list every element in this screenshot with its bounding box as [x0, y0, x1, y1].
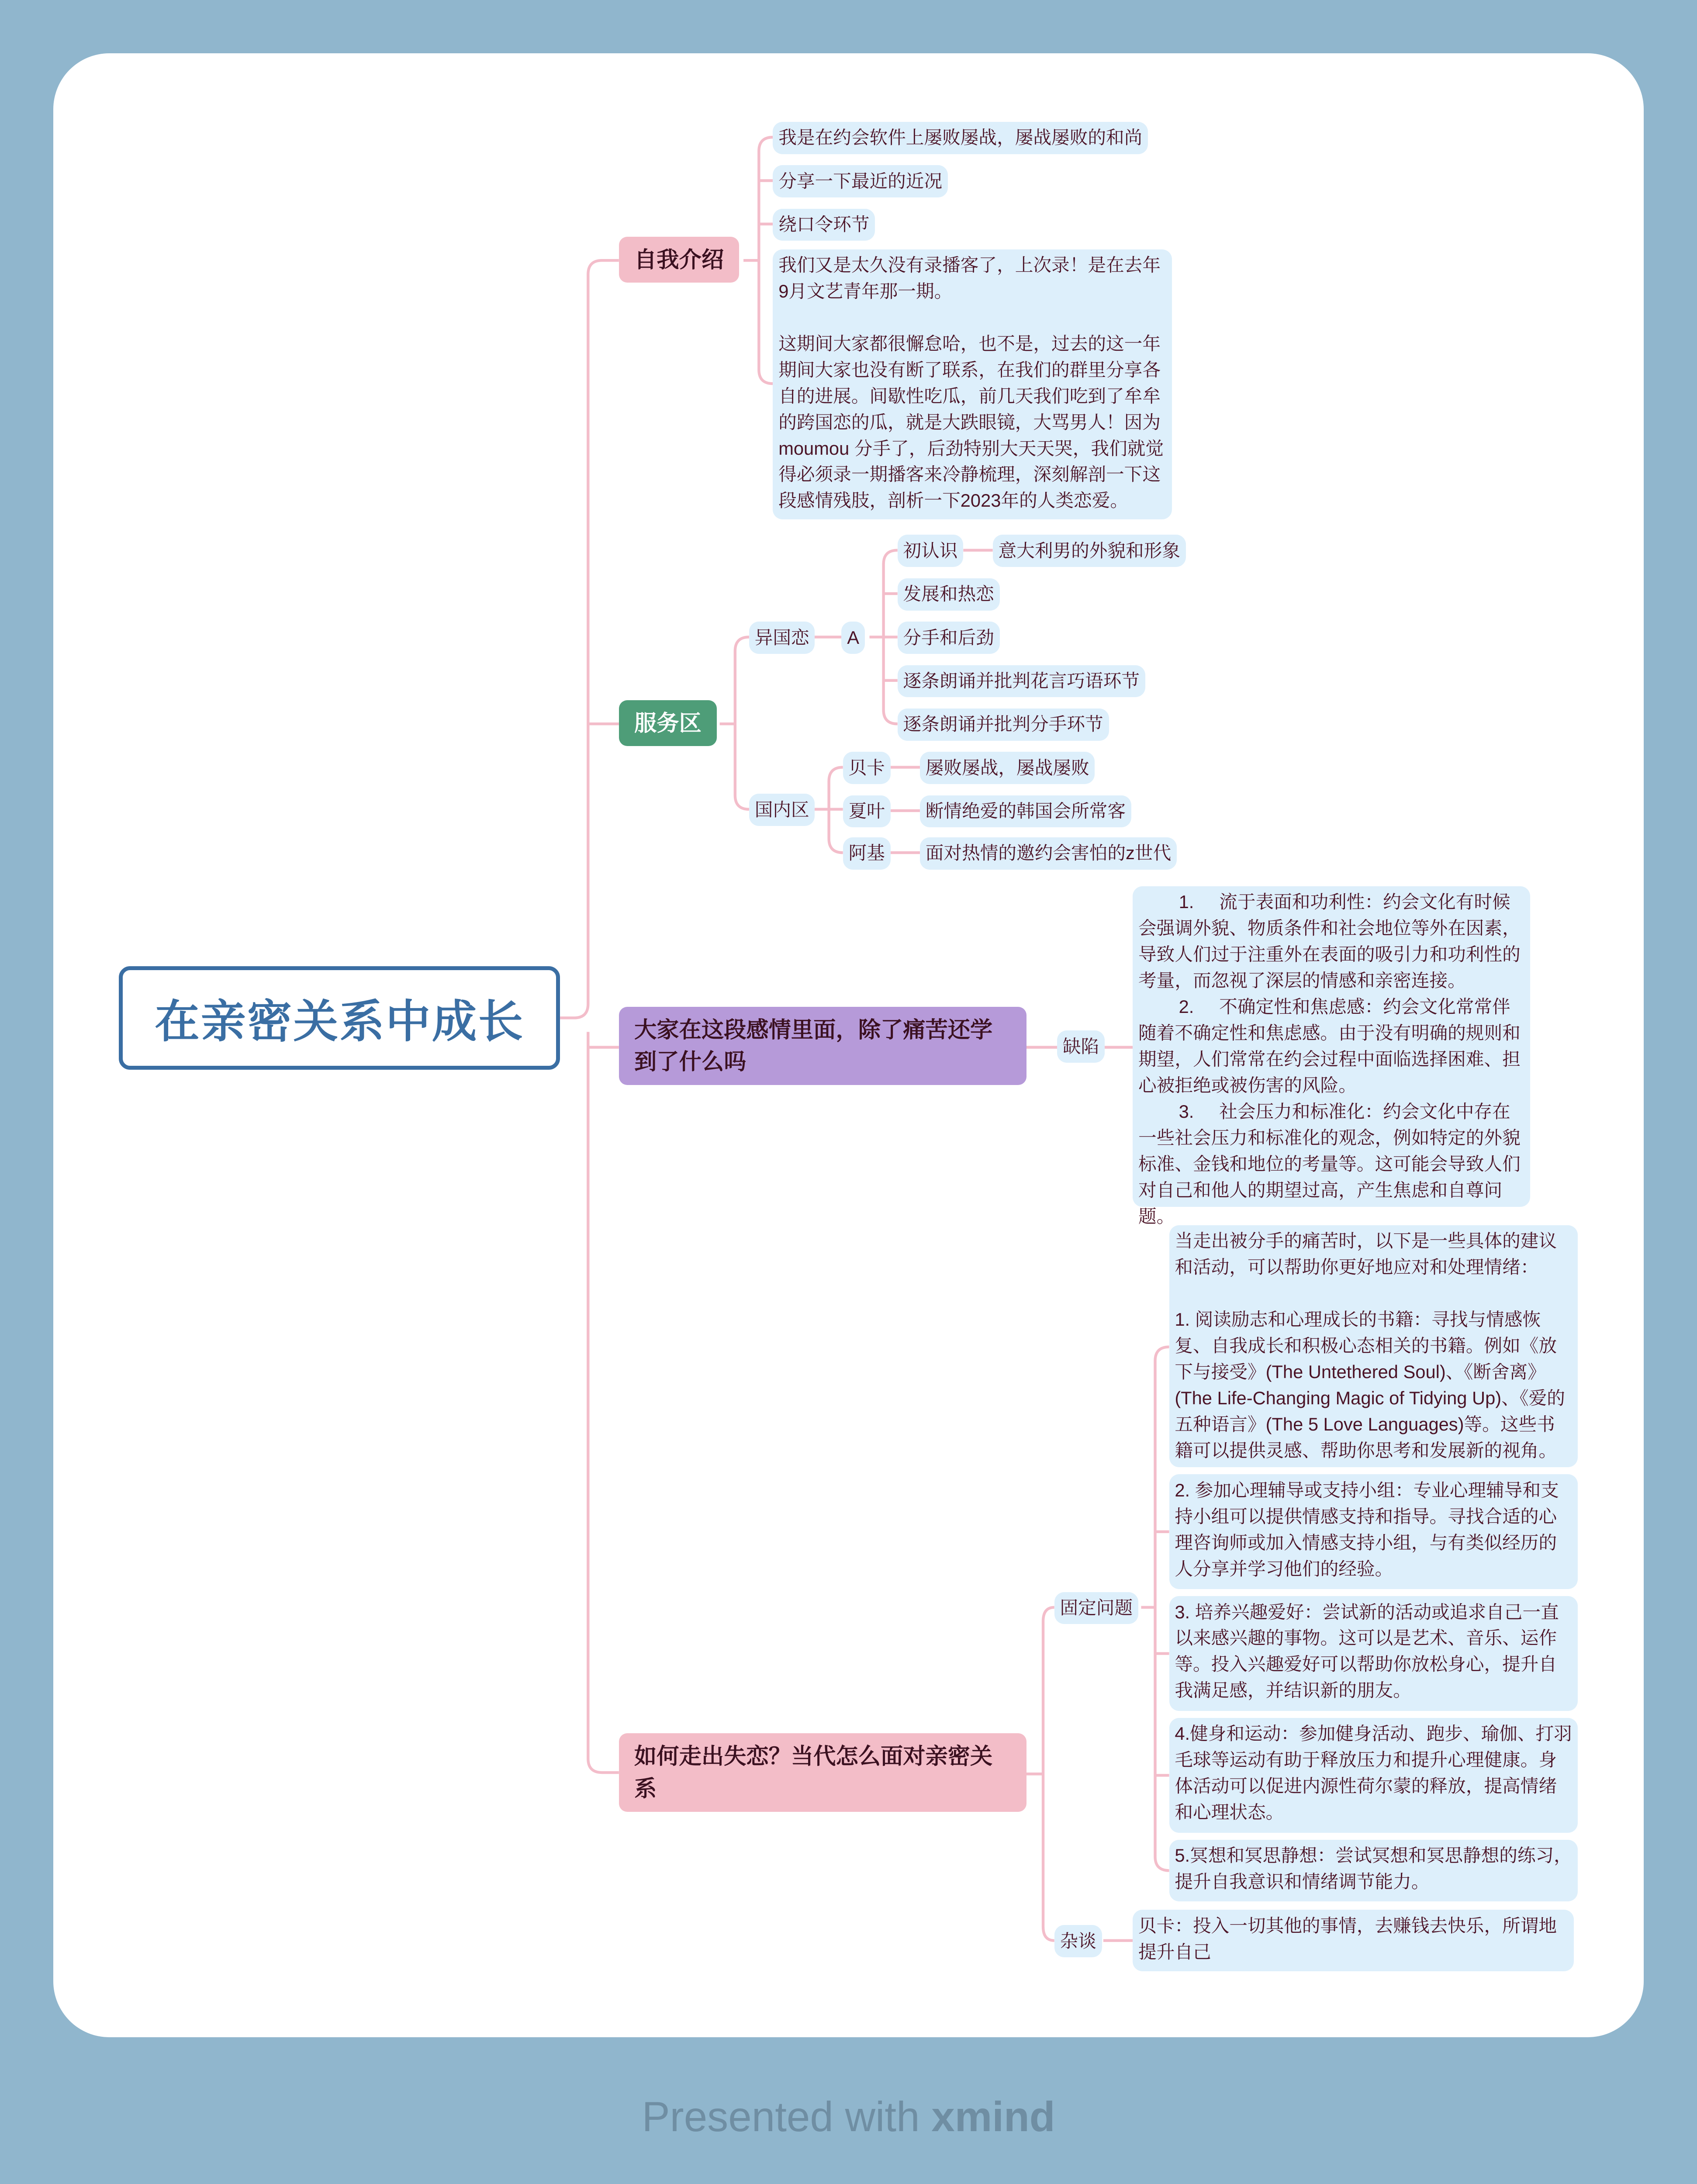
a-item[interactable]: 逐条朗诵并批判分手环节 — [898, 708, 1109, 741]
fixed-item[interactable]: 当走出被分手的痛苦时，以下是一些具体的建议和活动，可以帮助你更好地应对和处理情绪： 1. 阅读励志和心理成长的书籍：寻找与情感恢复、自我成长和积极心态相关的书籍。例如《放下与接受》(The Untethered Soul)、《断舍离》(The Life-Changing Magic of Tidying Up)、《爱的五种语言》(The 5 Love Languages)等。这些书籍可以提供灵感、帮助你思考和发展新的视角。 — [1169, 1225, 1578, 1468]
fixed-item[interactable]: 3. 培养兴趣爱好：尝试新的活动或追求自己一直以来感兴趣的事物。这可以是艺术、音乐、运作等。投入兴趣爱好可以帮助你放松身心，提升自我满足感，并结识新的朋友。 — [1169, 1596, 1578, 1711]
connector — [560, 260, 619, 1773]
a-item[interactable]: 初认识 — [898, 535, 964, 567]
fixed-item[interactable]: 2. 参加心理辅导或支持小组：专业心理辅导和支持小组可以提供情感支持和指导。寻找合适的心理咨询师或加入情感支持小组，与有类似经历的人分享并学习他们的经验。 — [1169, 1474, 1578, 1589]
person-desc[interactable]: 面对热情的邀约会害怕的z世代 — [920, 837, 1177, 870]
connector — [720, 637, 749, 809]
footer — [0, 2092, 1697, 2142]
a-item[interactable]: 发展和热恋 — [898, 578, 1000, 611]
connector — [1026, 1347, 1169, 1941]
chat-text[interactable]: 贝卡：投入一切其他的事情，去赚钱去快乐，所谓地提升自己 — [1133, 1910, 1574, 1971]
person-name[interactable]: 夏叶 — [843, 795, 891, 828]
fixed-item[interactable]: 4.健身和运动：参加健身活动、跑步、瑜伽、打羽毛球等运动有助于释放压力和提升心理健康。身体活动可以促进内源性荷尔蒙的释放，提高情绪和心理状态。 — [1169, 1718, 1578, 1833]
root-topic[interactable]: 在亲密关系中成长 — [119, 966, 560, 1070]
intro-item[interactable]: 绕口令环节 — [773, 209, 875, 241]
a-detail[interactable]: 意大利男的外貌和形象 — [993, 535, 1186, 567]
person-desc[interactable]: 断情绝爱的韩国会所常客 — [920, 795, 1131, 828]
footer-prefix: Presented with — [642, 2093, 932, 2140]
flaw-text[interactable]: 1. 流于表面和功利性：约会文化有时候会强调外貌、物质条件和社会地位等外在因素，导致人们过于注重外在表面的吸引力和功利性的考量，而忽视了深层的情感和亲密连接。 2. 不确定性和焦虑感：约会文化常常伴随着不确定性和焦虑感。由于没有明确的规则和期望，人们常常在约会过程中面临选择困难、担心被拒绝或被伤害的风险。 3. 社会压力和标准化：约会文化中存在一些社会压力和标准化的观念，例如特定的外貌标准、金钱和地位的考量等。这可能会导致人们对自己和他人的期望过高，产生焦虑和自尊问题。 — [1133, 886, 1530, 1207]
node-chat[interactable]: 杂谈 — [1054, 1925, 1102, 1957]
fixed-item[interactable]: 5.冥想和冥思静想：尝试冥想和冥思静想的练习，提升自我意识和情绪调节能力。 — [1169, 1840, 1578, 1901]
topic-intro[interactable]: 自我介绍 — [619, 237, 740, 283]
topic-recover[interactable]: 如何走出失恋？当代怎么面对亲密关系 — [619, 1733, 1026, 1811]
intro-item[interactable]: 我们又是太久没有录播客了，上次录！是在去年9月文艺青年那一期。 这期间大家都很懈怠哈，也不是，过去的这一年期间大家也没有断了联系，在我们的群里分享各自的进展。间歇性吃瓜，前几天我们吃到了牟牟的跨国恋的瓜，就是大跌眼镜，大骂男人！因为moumou 分手了，后劲特别大天天哭，我们就觉得必须录一期播客来冷静梳理，深刻解剖一下这段感情残肢，剖析一下2023年的人类恋爱。 — [773, 249, 1172, 520]
node-domestic[interactable]: 国内区 — [749, 794, 815, 826]
node-a[interactable]: A — [841, 622, 864, 654]
xmind-logo: xmind — [931, 2093, 1055, 2140]
person-desc[interactable]: 屡败屡战，屡战屡败 — [920, 752, 1095, 784]
topic-service[interactable]: 服务区 — [619, 700, 717, 746]
person-name[interactable]: 阿基 — [843, 837, 891, 870]
connector — [743, 137, 773, 384]
person-name[interactable]: 贝卡 — [843, 752, 891, 784]
topic-learned[interactable]: 大家在这段感情里面，除了痛苦还学到了什么吗 — [619, 1007, 1026, 1085]
node-foreign[interactable]: 异国恋 — [749, 622, 815, 654]
intro-item[interactable]: 我是在约会软件上屡败屡战，屡战屡败的和尚 — [773, 122, 1148, 154]
intro-item[interactable]: 分享一下最近的近况 — [773, 165, 948, 197]
a-item[interactable]: 分手和后劲 — [898, 622, 1000, 654]
node-fixed[interactable]: 固定问题 — [1054, 1592, 1138, 1624]
a-item[interactable]: 逐条朗诵并批判花言巧语环节 — [898, 665, 1145, 698]
node-flaw[interactable]: 缺陷 — [1057, 1030, 1105, 1063]
